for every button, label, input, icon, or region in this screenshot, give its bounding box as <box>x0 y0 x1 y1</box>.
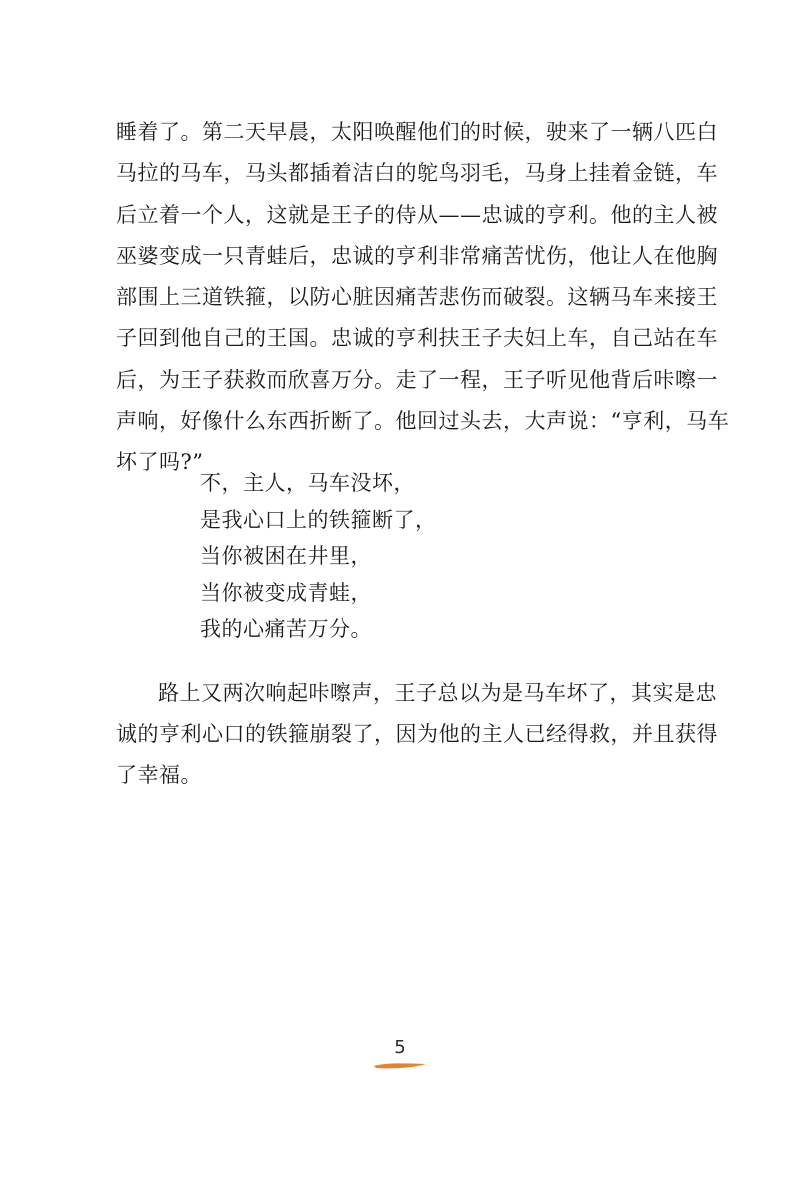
poem-stanza <box>200 465 437 648</box>
text-line: 巫婆变成一只青蛙后，忠诚的亨利非常痛苦忧伤，他让人在他胸 <box>116 243 718 268</box>
poem-line: 是我心口上的铁箍断了， <box>200 507 437 532</box>
brush-stroke-decoration <box>372 1060 428 1072</box>
poem-line: 我的心痛苦万分。 <box>200 617 372 641</box>
text-line: 后立着一个人，这就是王子的侍从——忠诚的亨利。他的主人被 <box>116 202 718 227</box>
page-folio <box>370 1036 430 1076</box>
poem-line: 不，主人，马车没坏， <box>200 471 415 495</box>
page-number: 5 <box>394 1037 406 1058</box>
text-line: 声响，好像什么东西折断了。他回过头去，大声说：“亨利，马车 <box>116 409 730 434</box>
text-line: 诚的亨利心口的铁箍崩裂了，因为他的主人已经得救，并且获得 <box>116 722 718 746</box>
text-line: 路上又两次响起咔嚓声，王子总以为是马车坏了，其实是忠 <box>158 681 717 705</box>
text-line: 坏了吗?” <box>116 450 204 475</box>
text-line: 部围上三道铁箍，以防心脏因痛苦悲伤而破裂。这辆马车来接王 <box>116 285 718 310</box>
text-line: 了幸福。 <box>116 763 202 787</box>
poem-line: 当你被困在井里， <box>200 544 372 568</box>
text-line: 子回到他自己的王国。忠诚的亨利扶王子夫妇上车，自己站在车 <box>116 326 718 351</box>
story-paragraph-1 <box>116 112 730 484</box>
text-line: 后，为王子获救而欣喜万分。走了一程，王子听见他背后咔嚓一 <box>116 367 718 392</box>
poem-line: 当你被变成青蛙， <box>200 580 372 605</box>
text-line: 睡着了。第二天早晨，太阳唤醒他们的时候，驶来了一辆八匹白 <box>116 120 718 144</box>
story-paragraph-2 <box>116 673 718 796</box>
text-line: 马拉的马车，马头都插着洁白的鸵鸟羽毛，马身上挂着金链，车 <box>116 161 718 186</box>
